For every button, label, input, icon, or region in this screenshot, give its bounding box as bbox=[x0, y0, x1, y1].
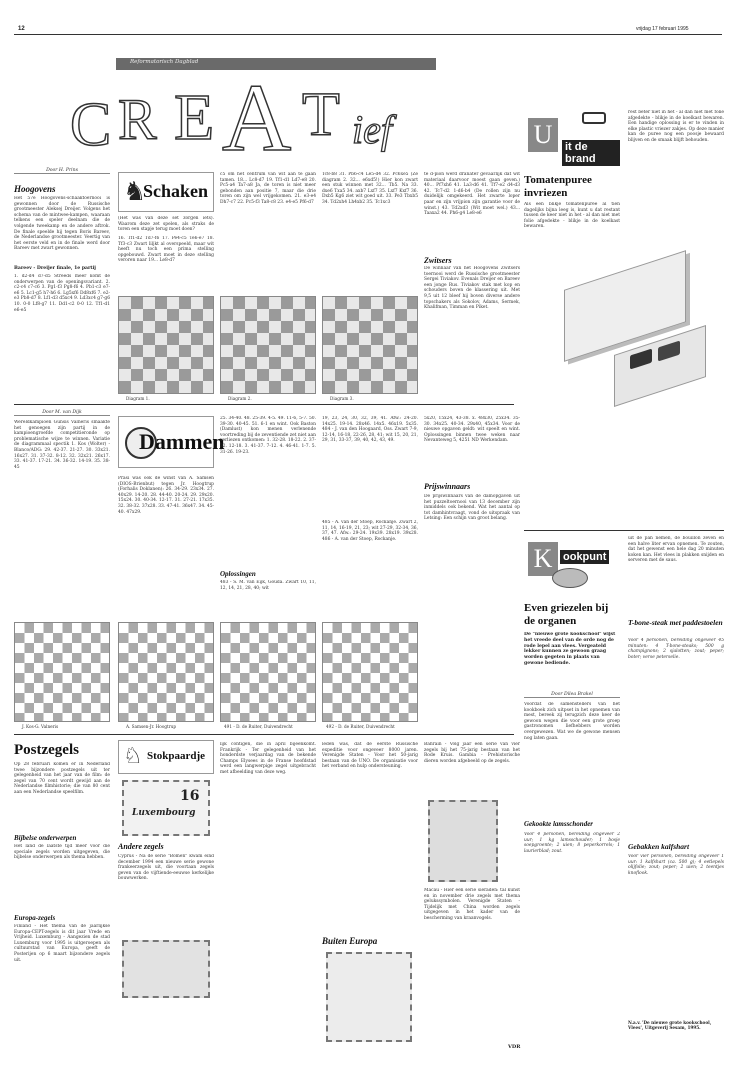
gambia-stamp bbox=[428, 800, 498, 882]
kookpunt-text: Voordat de samenstellers van het kookboek zich uitpset in het opnemen van mest, bereek zij terugzich deze keer de gewoon wegen die voor een grote groep gastronomen liefhebbers worden overgewezen. Wat we de gewone mensen nog laten gaan. bbox=[524, 702, 620, 741]
brand-logo-text: it de brand bbox=[562, 140, 620, 166]
schaken-moves: 1. d2-d4 d7-d5 Streeds meer komt de onderwerpen van de openingsvariant. 2. c2-c4 c7-c6 3. Pg1-f3 Pg8-f6 4. Pb1-c3 e7-e6 5. Lc1-g5 h7-h6 6. Lg5xf6 Dd8xf6 7. e2-e3 Pb8-d7 8. Lf1-d3 d5xc4 9. Ld3xc4 g7-g6 10. 0-0 Lf8-g7 11. Dd1-c2 0-0 12. Tf1-d1 e6-e5 bbox=[14, 274, 110, 313]
europa-heading: Europa-zegels bbox=[14, 914, 56, 922]
schaken-byline: Door H. Prins bbox=[14, 168, 110, 174]
draughts-board-2 bbox=[118, 622, 214, 722]
banner-letter-a: A bbox=[222, 64, 292, 171]
zwitsers-heading: Zwitsers bbox=[424, 256, 452, 265]
chess-diagram-1-caption: Diagram 1. bbox=[126, 396, 150, 401]
dammen-title-box bbox=[118, 416, 225, 468]
stamp-country: Luxembourg bbox=[132, 808, 196, 818]
banner-letter-c: C bbox=[70, 91, 112, 159]
pot-icon bbox=[552, 568, 588, 588]
banner-strip-text: Reformatorisch Dagblad bbox=[130, 59, 199, 65]
andere-text: Cyprus - Na de serie "Bomen" kwam eind december 1994 een nieuwe serie gewone frankeerzegels uit, die voortaan zegels geven van de vijftiende-eeuwse kerkelijke bouwwerken. bbox=[118, 854, 214, 882]
creatief-banner bbox=[70, 50, 510, 171]
banner-letter-t: T bbox=[302, 81, 340, 149]
andere-heading: Andere zegels bbox=[118, 842, 164, 851]
draughts-board-1-caption: J. Kos-G. Valneris bbox=[22, 724, 59, 729]
schaken-col3-moves: c5 om het centrum van wit aan te gaan tamen. 18... Lc8-d7 19. Tf1-d1 Ld7-e8 20. Pc5-a4 Ta7-a8 Ja, de toren is niet meer gebonden aan positie 7, maar die drie toren om zijn wel vrijgekomen. 21. e3-e4 Dh7-c7 22. Pc5-f3 Ta8-c8 23. e4-e5 Pf6-d7 bbox=[220, 172, 316, 205]
postzegels-title: Postzegels bbox=[14, 742, 79, 758]
dammen-col2-text: Prasi was ook de winst van A. Samsen (DIOS-Brienbut) tegen Jr. Hoogtrup (Forhalis Doklanen): 26. 34-29. 23x34. 27. 40x29. 14-20. 28. 44-40. 20-24. 29. 29x20. 15x24. 30. 40-34. 12-17. 31. 27-21. 17x35. 32. 38-32. 37x28. 33. 47-41. 36x47. 34. 45-40. 47x29. bbox=[118, 476, 214, 515]
chess-diagram-2-caption: Diagram 2. bbox=[228, 396, 252, 401]
ice-cube-tray-image bbox=[544, 260, 720, 410]
page-number: 12 bbox=[18, 26, 25, 32]
postzegels-col3-text: lijk contigen, die in april bijeenkomt. Frankrijk - Ter gelegenheid van het honderdste verjaardag van de bekende Champs Elysees in de Franse hoofdstad werd een langwerpige zegel uitgebracht met afbeelding van deze weg. bbox=[220, 742, 316, 775]
dammen-title: Dammen bbox=[139, 429, 225, 454]
kookpunt-right-col: uit de pan nemen, de bouillon zeven en een halve liter ervan opnemen. Te zouten, dat het gewenst een hele dag 20 minuten koken kan. Het vlees in plakken snijden en serveren met de saus. bbox=[628, 536, 724, 564]
gebakken-heading: Gebakken kalfshart bbox=[628, 842, 690, 851]
prijswinnaars-heading: Prijswinnaars bbox=[424, 482, 471, 491]
dammen-col5-text: 5x20, 15x24, 43-38. x. 48x30, 25x34. 35-30. 34x25. 40-34. 29x40, 45x34. Voor de nieuwe opgaven geldt: wit speelt en wint. Oplossingen binnen twee weken naar Nevanteweg 5, 4251 ND Werkendam. bbox=[424, 416, 520, 444]
tap-icon bbox=[582, 112, 606, 124]
schaken-col2-moves: 16. Tf1-d2 Td7-f6 17. Pe4-c5 Te6-e7 18. Tf3-c3 Zwart liljkt al overspeeld, maar wit heeft nu toch een prima stelling opgebouwd. Zwart moet in deze stelling veroren naar 19... Le8-d7 bbox=[118, 236, 214, 264]
buiten-europa-heading: Buiten Europa bbox=[322, 936, 378, 946]
bijbelse-heading: Bijbelse onderwerpen bbox=[14, 834, 77, 842]
banner-letter-r: R bbox=[118, 87, 157, 152]
brand-logo bbox=[524, 110, 620, 168]
stokpaardje-title: Stokpaardje bbox=[147, 750, 206, 762]
brand-intro: Als een blikje tomatenpuree al tien dagelijks bijna leeg is, kunt u dat restant tussen de keer niet in het - al dan niet met folie afgedekte - blikje in de koelkast bewaren. bbox=[524, 202, 620, 230]
gebakken-text: Voor vier personen, bereiding ongeveer 1 uur: 1 kalfshart (ca. 500 g); 4 eetlepels olijfolie; zout; peper; 2 uien; 2 teentjes knoflook. bbox=[628, 854, 724, 876]
brand-col2: rest beter niet in het - al dan niet met folie afgedekte - blikje in de koelkast bewaren. Een handige oplossing is er te vinden in elke plastic vriezer zakjes. Op deze manier kan de puree nog een poosje bewaard blijven en de smaak blijft behouden. bbox=[628, 110, 724, 143]
cyprus-stamp bbox=[122, 940, 210, 998]
gekookte-heading: Gekookte lamsschonder bbox=[524, 820, 594, 828]
tbone-heading: T-bone-steak met paddestoelen bbox=[628, 618, 723, 627]
brand-headline: Tomatenpuree invriezen bbox=[524, 174, 592, 199]
macau-text: Macau - Hier een serie sieraden: ​tal kunst en in november drie zegels met thema gelukssymbolen. Verenigde Staten - Tijdelijk met China worden zegels uitgegeven in het kader van de bescherming van kraanvogels. bbox=[424, 888, 520, 921]
uit-de-brand-section bbox=[524, 110, 724, 530]
draughts-board-1 bbox=[14, 622, 110, 722]
postzegels-col4-text: leden was, dat de eerste Russische expeditie voor ongeveer 8000 jaren. Verenigde Staten - Voor het 50-jarig bestaan van de UNO. De organisatie voor het verband en hulp ondersteuning. bbox=[322, 742, 418, 770]
prijswinnaars-text: De prijswinnaars van de damopgaven uit het puzzeltoernooi van 13 december zijn inmiddels ook bekend. Wat het aantal op tot damhintvraagt, vond de uitspraak van Letsing: Een schijn van groot belang. bbox=[424, 494, 520, 522]
rocking-horse-icon: ♘ bbox=[123, 744, 143, 769]
schaken-title: Schaken bbox=[143, 181, 209, 201]
kookpunt-byline: Door Dilea Brakel bbox=[524, 692, 620, 698]
dammen-opl-text: 483 - S. M. van Eijk, Gouda. Zwart 10, 11, 12, 14, 21, 28, 40; wit bbox=[220, 580, 316, 591]
draughts-board-3-caption: 491 - D. de Ruiter, Duivendrecht bbox=[224, 724, 293, 729]
draughts-board-3 bbox=[220, 622, 316, 722]
draughts-board-4-caption: 492 - D. de Ruiter, Duivendrecht bbox=[326, 724, 395, 729]
europa-text: Finland - Het thema van de jaarlijkse Europa-CEPT-zegels is dit jaar Vrede en Vrijheid. Luxemburg - Aangezien de stad Luxemburg voor 1995 is uitgeroepen als cultuurstad van Europa, geeft de Posterijen op 6 maart bijzondere zegels uit. bbox=[14, 924, 110, 963]
schaken-intro: Het 57e Hoogovens-schaaktoernooi is gewonnen door de Russische grootmeester Aleksej Dreijer. Volgens het schema van de mintwee-kampen, waaraan telkens een speler deelnam die de volgende tweekamp en de andere aftrok. De finale speelde hij tegen Boris Bareev, de Nederlandse grootmeester. Veertig van het eerste veld en in de finale werd door Bareev met zwart gewonnen. bbox=[14, 196, 110, 252]
dammen-col3-text: 25. 34-40. 48. 25-39. 4-5. 49. 11-6, 5-7. 50. 39-30. 40-45. 51. 6-1 en wint. Ook Baston (Damlust) kon menen verlenende voortreding bij de zeventiende zet niet aan verliezen ontkomen: 1. 32-28. 18-22. 2. 37-32. 12-18. 3. 41-37. 7-12. 4. 46-41. 1-7. 5. 31-26. 19-23. bbox=[220, 416, 316, 455]
chess-diagram-1 bbox=[118, 296, 214, 394]
dammen-col4-text: 19, 23, 24, 30, 32, 39, 41. Afw.: 24-20. 14x25. 19-14. 28x46. 14x5. 46x19. 5x35. 484 - J. van den Hoogaard, Oss. Zwart 7-9, 12-14, 16-18, 22-26, 28, 41; wit 15, 20, 21, 29, 31, 33-37, 39, 40, 42, 43, 49. bbox=[322, 416, 418, 444]
luxembourg-stamp bbox=[122, 780, 210, 836]
vdr-signature: VDR bbox=[508, 1044, 521, 1050]
dammen-col4b-text: 485 - A. van der Stoep, Rockanje. Zwart 2, 11, 14, 16-19, 21, 23; wit 27-29, 32-34, 36, 37, 47. Afw.: 29-24. 19x39. 28x19. 39x28. 486 - A. van der Stoep, Rockanje. bbox=[322, 520, 418, 542]
schaken-col2-note: (Het was van deze set zorgen iets). Waarom deze zet spelen, als straks de toren een stapje terug moet doen? bbox=[118, 216, 214, 233]
kookpunt-source: N.a.v. 'De nieuwe grote kookschool, Vlees', Uitgeverij Sesam, 1995. bbox=[628, 1020, 712, 1031]
schaken-section bbox=[14, 168, 520, 401]
section-rule-2 bbox=[14, 734, 514, 735]
bijbelse-text: Het land de laatste tijd meer voor die speciale zegels worden uitgegeven, die bijbelse onderwerpen als thema hebben. bbox=[14, 844, 110, 861]
banner-letter-ief: ief bbox=[352, 107, 392, 152]
stokpaardje-box bbox=[118, 740, 214, 774]
zwitsers-text: De winnaar van het Hoogovens Zwitsers toernooi werd de Russische grootmeester Sergei Tiviakov. Evenals Dreijer en Bareev een jonge Rus. Tiviakov stak met kop en schouders boven de klassering uit. Met 9,5 uit 12 bleef hij boven diverse andere topschakers als Sokolov, Adams, Sermek, Khalifman, Timman en Piket. bbox=[424, 266, 520, 311]
chess-diagram-2 bbox=[220, 296, 316, 394]
chess-diagram-3 bbox=[322, 296, 418, 394]
dammen-section bbox=[14, 410, 520, 732]
right-rule bbox=[524, 530, 724, 531]
schaken-heading: Hoogovens bbox=[14, 184, 56, 194]
gekookte-text: Voor 4 personen, bereiding ongeveer 2 uur; 1 kg lamsschouder; 1 bosje soepgroente; 2 uien; 8 peperkorrels; 1 laurierblad; zout. bbox=[524, 832, 620, 854]
kookpunt-logo-text: ookpunt bbox=[560, 550, 609, 564]
vienna-stamp bbox=[326, 952, 412, 1042]
kookpunt-headline: Even griezelen bij de organen bbox=[524, 602, 609, 627]
banner-letter-e: E bbox=[174, 81, 215, 154]
dammen-byline: Door M. van Dijk bbox=[14, 410, 110, 416]
dammen-intro: Wereldkampioen Gunsis Valneris smaakte het genoegen zijn partij in de kampioengroefde competitieronde op problematische wijze te winnen. Variatie de diagrammaal spectik 1. Kos (Wolter) - Blanco/ADG: 29. 42-37. 21-27. 30. 33x21. 16x27. 31. 37-32. 8-12. 32. 32x21. 26x17. 33. 41-37. 17-21. 34. 36-32. 14-19. 35. 38-45 bbox=[14, 420, 110, 470]
postzegels-section bbox=[14, 740, 521, 1052]
kookpunt-lead: De "nieuwe grote kookschool" wijst het vreede deel van de orde nog de rode lepel aan vlees. Vergeateld ​lekker kunnen ze gewoon graag worden gegeten in plaats van gewone bediende. bbox=[524, 632, 616, 666]
dammen-opl-head: Oplossingen bbox=[220, 570, 256, 578]
brand-logo-u: U bbox=[528, 118, 558, 152]
schaken-game-head: Bareev - Dreijer finale, 1e partij bbox=[14, 266, 96, 271]
chess-diagram-3-caption: Diagram 3. bbox=[330, 396, 354, 401]
kookpunt-section bbox=[524, 536, 724, 1052]
postzegels-intro: Op 28 februari komen er in Nederland twee bijzondere postzegels uit ter gelegenheid van het jaar van de film: de zegel van 70 cent wordt gewijd aan de Nederlandse filmhistorie; die van 80 cent aan een Nederlandse speelfilm. bbox=[14, 762, 110, 795]
postzegels-col5-text: Bahrain - Volg jaar een serie van vier zegels bij het 75-jarig bestaan van het Rode Kruis. Gambia - Prehistorische dieren worden afgebeeld op de zegels. bbox=[424, 742, 520, 764]
tbone-text: Voor 4 personen, bereiding ongeveer 45 minuten: 4 T-bone-steaks; 500 g champignons; 2 sjalotten; zout; peper; boter; verse peterselie. bbox=[628, 638, 724, 660]
header-rule bbox=[14, 34, 722, 35]
draughts-board-2-caption: A. Samsen-Jr. Hoogtrup bbox=[126, 724, 177, 729]
kookpunt-logo-k: K bbox=[528, 542, 558, 576]
schaken-title-box bbox=[118, 172, 214, 212]
draughts-board-4 bbox=[322, 622, 418, 722]
schaken-col4-moves: Tc8-b8 31. Pb6-c4 Le5-d4 32. Pc6xe5 (Ze diagram 2. 32... e6xd5!) Hier kon zwart een stuk winnen met 32... Tb5. Na 33. dxe6 Txa5 34. axb7 Lxf7 35. Lxf7 Kxf7 36. Dxb5 Kg6 ziet wit goed uit. 33. Pe3 Tbxb5 34. Td2xh4 Lh4xb2 35. Tc1xc3 bbox=[322, 172, 418, 205]
schaken-col5-moves: te d-pion werd dranater gevaarlijk dat wit materiaal daarvoor moest gaan geven.) 40... Pf7xh6 41. La3-d6 41. Tf7-e2 d4-d3 42. Tc7-d2 1-d6-b4 (De rollen zijn nu duidelijk omgekeerd. Het zwarte loper paar en zijn vrijpion zijn garantie voor de winst.) 43. Td2xd3 (Wit moet wel.) 43... Taaxa2 44. Ph6-g4 Le8-e6 bbox=[424, 172, 520, 217]
kookpunt-logo bbox=[524, 536, 620, 594]
section-rule-1 bbox=[14, 404, 514, 405]
chess-knight-icon: ♞ bbox=[123, 177, 147, 207]
stamp-value: 16 bbox=[180, 788, 200, 804]
page-date: vrijdag 17 februari 1995 bbox=[636, 26, 689, 32]
